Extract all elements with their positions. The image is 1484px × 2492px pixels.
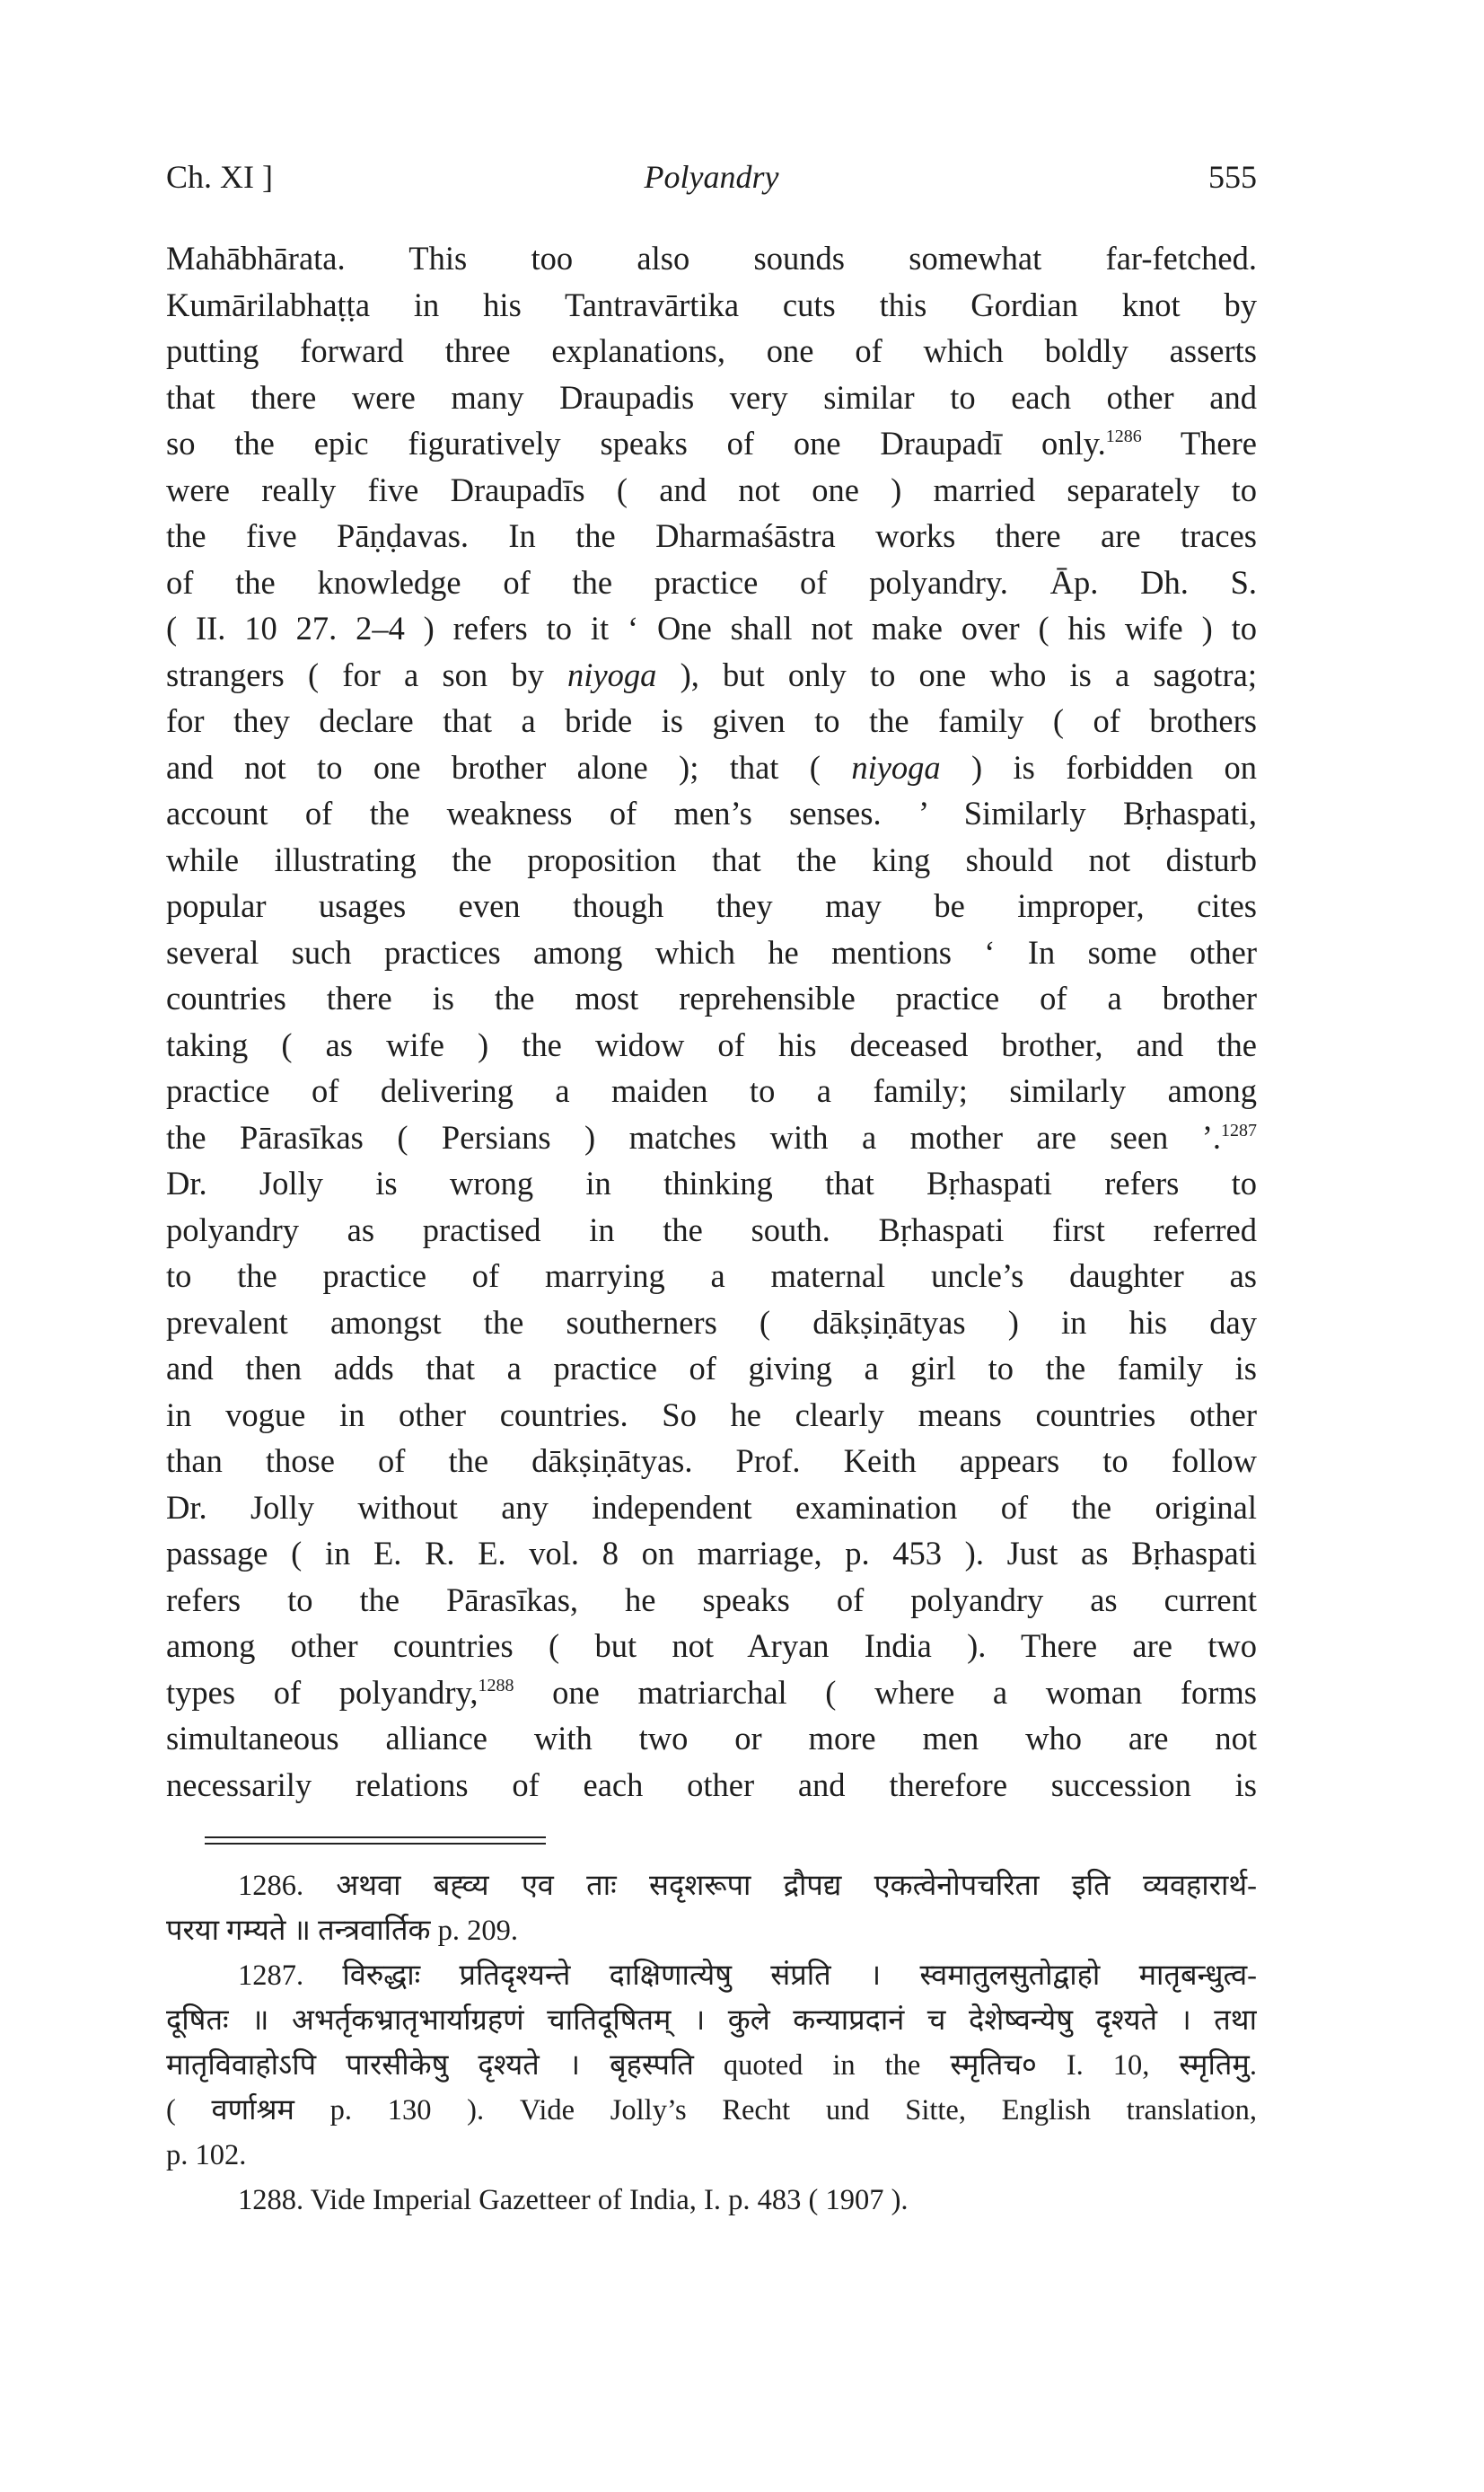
text-line: Mahābhārata. This too also sounds somewhat far-fetched. (166, 240, 1257, 277)
text-line: among other countries ( but not Aryan India ). There are two (166, 1627, 1257, 1664)
text-line: strangers ( for a son by niyoga ), but only to one who is a sagotra; (166, 656, 1257, 693)
text-line: than those of the dākṣiṇātyas. Prof. Keith appears to follow (166, 1442, 1257, 1479)
footnote-1287-cont: मातृविवाहोऽपि पारसीकेषु दृश्यते । बृहस्पति quoted in the स्मृतिच० I. 10, स्मृतिमु. (166, 2049, 1257, 2082)
text-line: were really five Draupadīs ( and not one ) married separately to (166, 471, 1257, 508)
italic-term: niyoga (851, 748, 941, 786)
footnotes (166, 1863, 1257, 2223)
footnote-divider (205, 1836, 546, 1838)
text-line: passage ( in E. R. E. vol. 8 on marriage, p. 453 ). Just as Bṛhaspati (166, 1535, 1257, 1572)
footnote-ref-1286[interactable]: 1286 (1105, 427, 1142, 446)
text-line: simultaneous alliance with two or more men who are not (166, 1720, 1257, 1757)
text-line: countries there is the most reprehensible practice of a brother (166, 980, 1257, 1017)
footnote-1288: 1288. Vide Imperial Gazetteer of India, I. p. 483 ( 1907 ). (238, 2184, 909, 2216)
text-line: and not to one brother alone ); that ( niyoga ) is forbidden on (166, 748, 1257, 786)
text-line: necessarily relations of each other and therefore succession is (166, 1766, 1257, 1803)
text-line: that there were many Draupadis very similar to each other and (166, 378, 1257, 416)
text-line: of the knowledge of the practice of polyandry. Āp. Dh. S. (166, 563, 1257, 601)
running-header (166, 158, 1257, 205)
text-line: ( II. 10 27. 2–4 ) refers to it ‘ One shall not make over ( his wife ) to (166, 610, 1257, 647)
chapter-label: Ch. XI ] (166, 159, 273, 195)
text-line: so the epic figuratively speaks of one Draupadī only.$^{1286}$ There (166, 425, 1257, 462)
text-line: practice of delivering a maiden to a family; similarly among (166, 1072, 1257, 1109)
text-line: popular usages even though they may be improper, cites (166, 887, 1257, 924)
text-line: polyandry as practised in the south. Bṛhaspati first referred (166, 1211, 1257, 1248)
footnote-1286: 1286. अथवा बह्व्य एव ताः सदृशरूपा द्रौपद्य एकत्वेनोपचरिता इति व्यवहारार्थ- (238, 1870, 1257, 1902)
text-line: several such practices among which he mentions ‘ In some other (166, 933, 1257, 971)
text-line: Dr. Jolly without any independent examination of the original (166, 1488, 1257, 1526)
footnote-1287: 1287. विरुद्धाः प्रतिदृश्यन्ते दाक्षिणात्येषु संप्रति । स्वमातुलसुतोद्वाहो मातृबन्धुत्व- (238, 1959, 1257, 1992)
text-line: account of the weakness of men’s senses. ’ Similarly Bṛhaspati, (166, 795, 1257, 832)
text-line: the five Pāṇḍavas. In the Dharmaśāstra works there are traces (166, 517, 1257, 554)
text-line: refers to the Pārasīkas, he speaks of polyandry as current (166, 1581, 1257, 1618)
text-line: types of polyandry,$^{1288}$ one matriarchal ( where a woman forms (166, 1673, 1257, 1711)
footnote-1287-cont: ( वर्णाश्रम p. 130 ). Vide Jolly’s Recht und Sitte, English translation, (166, 2094, 1257, 2127)
text-line: the Pārasīkas ( Persians ) matches with a mother are seen ’.$^{1287}$ (166, 1118, 1257, 1156)
footnote-ref-1288[interactable]: 1288 (478, 1675, 514, 1695)
italic-term: niyoga (567, 656, 657, 693)
footnote-1286-cont: परया गम्यते ॥ तन्त्रवार्तिक p. 209. (166, 1915, 519, 1947)
text-line: to the practice of marrying a maternal uncle’s daughter as (166, 1257, 1257, 1294)
text-line: and then adds that a practice of giving a girl to the family is (166, 1350, 1257, 1387)
main-text (166, 235, 1257, 1808)
page-number: 555 (1208, 159, 1257, 195)
text-line: taking ( as wife ) the widow of his deceased brother, and the (166, 1026, 1257, 1063)
text-line: putting forward three explanations, one of which boldly asserts (166, 332, 1257, 369)
running-title: Polyandry (644, 159, 779, 195)
text-line: while illustrating the proposition that the king should not disturb (166, 841, 1257, 878)
text-line: Kumārilabhaṭṭa in his Tantravārtika cuts this Gordian knot by (166, 286, 1257, 323)
footnote-1287-cont: p. 102. (166, 2139, 247, 2171)
footnote-ref-1287[interactable]: 1287 (1221, 1120, 1257, 1140)
text-line: in vogue in other countries. So he clearly means countries other (166, 1396, 1257, 1433)
footnote-1287-cont: दूषितः ॥ अभर्तृकभ्रातृभार्याग्रहणं चातिदूषितम् । कुले कन्याप्रदानं च देशेष्वन्येषु दृश्यते । तथा (166, 2004, 1257, 2037)
text-line: Dr. Jolly is wrong in thinking that Bṛhaspati refers to (166, 1165, 1257, 1202)
footnote-divider (205, 1843, 546, 1845)
text-line: prevalent amongst the southerners ( dākṣiṇātyas ) in his day (166, 1303, 1257, 1341)
text-line: for they declare that a bride is given to the family ( of brothers (166, 702, 1257, 739)
